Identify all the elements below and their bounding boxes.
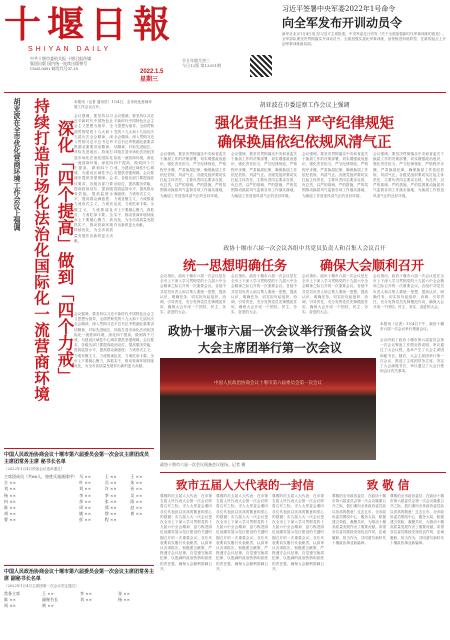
congress-story-body-col2: 会议指出，政协十堰市六届一次会议是在全市上下深入学习贯彻党的十九届六中全会精神之际召开的一次重要会议。各组中共党员负责人和召集人要统一思想，提高认识，明确任务，切实担负起组织、协调、引导责任，充分发挥党员先锋模范作用，确保大会开成一个团结、民主、务实、奋进的大会。 [231, 274, 297, 315]
list-item: 赵 ×× [130, 505, 143, 511]
list-item: 胡 ×× [4, 511, 16, 517]
preparatory-byline: 本报讯（记者）1月4日下午，政协十堰市六届一次会议举行预备会议。 [380, 322, 444, 332]
issue-weekday: 星期三 [140, 77, 159, 83]
middle-story-body-col3: 会议强调，要坚决贯彻落实中央和省委关于换届工作的决策部署，切实增强政治意识，强化责任担当，严守纪律规矩，严格程序步骤，严肃换届纪律，确保换届工作依纪依规、风清气正。各级党组织要切实扛起主体责任，主要负责同志要亲自抓、负总责，以严的基调、严的措施、严的氛围推动换届风气监督各项工作落实落地，为换届工作营造风清气正的良好环境。 [302, 152, 368, 198]
list-item: 姚 ×× [79, 511, 92, 517]
list-item: 周 ×× [4, 603, 16, 609]
qr-code-icon [250, 55, 272, 77]
left-feature-body-col2: 会议强调，要坚持以习近平新时代中国特色社会主义思想为指导，全面贯彻党的十九大和十九届历次全会精神，深入贯彻习近平总书记考察湖北重要讲话精神，对标先进地区，持续打造市场化法治化国际化一流营商环境，深化四个提高，做到四个力戒，为建设区域性中心城市提供坚强保障。会议要求，各级各部门要提高政治站位，提高服务效能，提高监管水平，提高群众满意度；力戒形式主义，力戒官僚主义，力戒推诿扯皮，力戒吃拿卡要。全市上下要凝心聚力，真抓实干，推动营商环境持续优化，为全市高质量发展作出新的更大贡献。 [114, 114, 154, 228]
middle-story-body-col2: 会议强调，要坚决贯彻落实中央和省委关于换届工作的决策部署，切实增强政治意识，强化责任担当，严守纪律规矩，严格程序步骤，严肃换届纪律，确保换届工作依纪依规、风清气正。各级党组织要切实扛起主体责任，主要负责同志要亲自抓、负总责，以严的基调、严的措施、严的氛围推动换届风气监督各项工作落实落地，为换届工作营造风清气正的良好环境。 [231, 152, 297, 198]
middle-story-kicker: 胡亚波在市委巡察工作会议上强调 [259, 102, 350, 109]
list-item: 曹 ×× [4, 517, 16, 523]
list-item: 许 ×× [104, 486, 117, 492]
issue-info [182, 58, 242, 68]
list-item: 冯 ×× [104, 480, 117, 486]
list-item: 孙 ×× [130, 486, 143, 492]
list-item: 副秘书长 [42, 597, 58, 603]
list-item: 黄 ×× [42, 603, 54, 609]
letter-body-col1: 尊敬的市五届人大代表：在市第五届人民代表大会第一次会议即将召开之际，市人大常委会谨向各位代表致以崇高的敬意和衷心的感谢！市五届人大一次会议是在全市上下深入学习贯彻党的十九届六中全会精神、奋力推进绿色低碳发展示范区建设的关键时期召开的一次重要会议。各位代表要切实履行代表职责，认真审议各项报告，积极建言献策，严格遵守会议纪律，自觉遵守换届纪律，以饱满的政治热情和高度的责任感，确保大会顺利圆满召开。 [160, 494, 212, 571]
left-list2-divider [4, 565, 154, 566]
list-item: 郑 ×× [104, 505, 117, 511]
left-feature-headline-1: 持续打造市场化法治化国际化一流营商环境 [32, 98, 51, 402]
top-story-headline: 向全军发布开训动员令 [282, 16, 403, 30]
list-item: 余 ×× [79, 498, 92, 504]
list-item: 张 ×× [104, 498, 117, 504]
masthead-pinyin: SHIYAN DAILY [28, 46, 112, 53]
middle-story-body-col4: 会议强调，要坚决贯彻落实中央和省委关于换届工作的决策部署，切实增强政治意识，强化责任担当，严守纪律规矩，严格程序步骤，严肃换届纪律，确保换届工作依纪依规、风清气正。各级党组织要切实扛起主体责任，主要负责同志要亲自抓、负总责，以严的基调、严的措施、严的氛围推动换届风气监督各项工作落实落地，为换届工作营造风清气正的良好环境。 [373, 152, 444, 198]
list-item: 陈 ×× [4, 505, 16, 511]
list2-title: 中国人民政治协商会议十堰市第六届委员会第一次会议主席团常务主席 副秘书长名单 [4, 569, 155, 582]
left-feature-headline-2: 深化「四个提高」做到「四个力戒」 [55, 120, 74, 384]
congress-story-body-col1: 会议指出，政协十堰市六届一次会议是在全市上下深入学习贯彻党的十九届六中全会精神之际召开的一次重要会议。各组中共党员负责人和召集人要统一思想，提高认识，明确任务，切实担负起组织、协调、引导责任，充分发挥党员先锋模范作用，确保大会开成一个团结、民主、务实、奋进的大会。 [160, 274, 226, 315]
list-item: 王 ×× [130, 474, 143, 479]
header-divider [4, 92, 446, 93]
list-item: 周 ×× [79, 505, 92, 511]
congress-story-body-col4: 会议指出，政协十堰市六届一次会议是在全市上下深入学习贯彻党的十九届六中全会精神之际召开的一次重要会议。各组中共党员负责人和召集人要统一思想，提高认识，明确任务，切实担负起组织、协调、引导责任，充分发挥党员先锋模范作用，确保大会开成一个团结、民主、务实、奋进的大会。 [373, 274, 444, 310]
page-count: 今日12版 第13051期 [182, 63, 222, 68]
list-item: 吴 ×× [130, 492, 143, 498]
list-item: 常务主席 [4, 591, 20, 596]
preparatory-body: 会议听取了政协十堰市第六届委员会第一次会议筹备工作情况的说明，审议通过了大会议程，选举产生了大会主席团和秘书长。随后，大会主席团举行第一次会议，推选了主席团常务主席，决定了大会副秘书长，审议通过了大会日程和会议有关事项。 [380, 338, 444, 374]
middle-story-headline-2: 确保换届依纪依规风清气正 [217, 134, 392, 151]
photo-caption: 政协十堰市六届一次会议预备会议现场。记者 摄 [160, 462, 246, 467]
list-item: 程 ×× [104, 517, 117, 523]
list-item: 何 ×× [4, 498, 16, 504]
bottom-divider [160, 472, 446, 473]
preparatory-headline-2: 大会主席团举行第一次会议 [197, 341, 342, 355]
date-block [140, 68, 163, 84]
list-item: 徐 ×× [104, 511, 117, 517]
letter-body-col2: 尊敬的市五届人大代表：在市第五届人民代表大会第一次会议即将召开之际，市人大常委会谨向各位代表致以崇高的敬意和衷心的感谢！市五届人大一次会议是在全市上下深入学习贯彻党的十九届六中全会精神、奋力推进绿色低碳发展示范区建设的关键时期召开的一次重要会议。各位代表要切实履行代表职责，认真审议各项报告，积极建言献策，严格遵守会议纪律，自觉遵守换届纪律，以饱满的政治热情和高度的责任感，确保大会顺利圆满召开。 [216, 494, 268, 571]
salute-body-col1: 尊敬的全市政协委员：在政协十堰市第六届委员会第一次会议隆重召开之际，我们谨向全体政协委员致以崇高的敬意！过去五年，全市政协委员围绕中心、服务大局，积极建言资政、凝聚共识，为推动十堰高质量发展作出了重要贡献。希望各位委员继续发扬优良作风，忠诚履职、担当作为，共同谱写新时代十堰政协事业新篇章。 [332, 494, 386, 545]
list-item: 王 ×× [104, 474, 117, 479]
list-item: 方 ×× [4, 480, 16, 486]
middle-story-headline-1: 强化责任担当 严守纪律规矩 [214, 115, 395, 132]
list-item: 刘 ×× [4, 486, 16, 492]
list-item: 叶 ×× [79, 480, 92, 486]
list2-table [4, 591, 154, 637]
salute-body-col2: 尊敬的全市政协委员：在政协十堰市第六届委员会第一次会议隆重召开之际，我们谨向全体政协委员致以崇高的敬意！过去五年，全市政协委员围绕中心、服务大局，积极建言资政、凝聚共识，为推动十堰高质量发展作出了重要贡献。希望各位委员继续发扬优良作风，忠诚履职、担当作为，共同谱写新时代十堰政协事业新篇章。 [390, 494, 444, 545]
masthead-title: 十堰日報 [4, 2, 176, 46]
congress-story-kicker: 政协十堰市六届一次会议各组中共党员负责人和召集人会议召开 [223, 246, 386, 252]
letter-headline: 致市五届人大代表的一封信 [176, 478, 314, 492]
lunar-date: 辛丑年腊月初三 [182, 58, 210, 63]
list-item: 主席团成员（共66人，按姓氏笔画排序） [4, 474, 78, 479]
congress-story-headline-2: 确保大会顺利召开 [319, 259, 424, 274]
list-item: 朱 ×× [130, 480, 143, 486]
list-item: 杨 ×× [118, 597, 130, 603]
salute-headline: 致 敬 信 [366, 478, 410, 492]
list-item: 刘 ×× [79, 486, 92, 492]
list1-title: 中国人民政治协商会议十堰市第六届委员会第一次会议主席团成员 主席团常务主席 秘书长名单 [4, 452, 150, 465]
list-item: 王 ×× [42, 591, 54, 596]
left-feature-body-col1: 会议强调，要坚持以习近平新时代中国特色社会主义思想为指导，全面贯彻党的十九大和十九届历次全会精神，深入贯彻习近平总书记考察湖北重要讲话精神，对标先进地区，持续打造市场化法治化国际化一流营商环境，深化四个提高，做到四个力戒，为建设区域性中心城市提供坚强保障。会议要求，各级各部门要提高政治站位，提高服务效能，提高监管水平，提高群众满意度；力戒形式主义，力戒官僚主义，力戒推诿扯皮，力戒吃拿卡要。全市上下要凝心聚力，真抓实干，推动营商环境持续优化，为全市高质量发展作出新的更大贡献。 [74, 114, 113, 243]
list1-table [4, 474, 154, 562]
letter-body-col3: 尊敬的市五届人大代表：在市第五届人民代表大会第一次会议即将召开之际，市人大常委会谨向各位代表致以崇高的敬意和衷心的感谢！市五届人大一次会议是在全市上下深入学习贯彻党的十九届六中全会精神、奋力推进绿色低碳发展示范区建设的关键时期召开的一次重要会议。各位代表要切实履行代表职责，认真审议各项报告，积极建言献策，严格遵守会议纪律，自觉遵守换届纪律，以饱满的政治热情和高度的责任感，确保大会顺利圆满召开。 [272, 494, 324, 571]
list-item: 李 ×× [80, 591, 92, 596]
top-story-body: 新华社北京1月4日电 经习近平主席批准，中央军委近日印发《关于全面加强新时代军事训练的意见》。全军部队要坚决贯彻落实开训动员令，全面加强实战化军事训练，加快推进训练转型，在新的起点上开创军事训练新局面。 [282, 32, 446, 47]
congress-story-body-col3: 会议指出，政协十堰市六届一次会议是在全市上下深入学习贯彻党的十九届六中全会精神之际召开的一次重要会议。各组中共党员负责人和召集人要统一思想，提高认识，明确任务，切实担负起组织、协调、引导责任，充分发挥党员先锋模范作用，确保大会开成一个团结、民主、务实、奋进的大会。 [302, 274, 368, 315]
conference-photo [160, 358, 376, 460]
preparatory-headline-1: 政协十堰市六届一次会议举行预备会议 [167, 324, 372, 338]
congress-story-headline-1: 统一思想明确任务 [182, 259, 287, 274]
issue-date: 2022.1.5 [140, 69, 164, 75]
list-item: 刘 ×× [80, 597, 92, 603]
list1-note: （2022年1月4日预备会议选举通过） [4, 467, 65, 471]
list-item: 李 ×× [79, 492, 92, 498]
list-item: 黄 ×× [130, 511, 143, 517]
list2-note: （2022年1月4日主席团第一次会议决定通过） [4, 584, 79, 588]
left-feature-kicker: 胡亚波在全市优化营商环境工作会议上强调 [13, 98, 22, 231]
list-item: 陈 ×× [130, 498, 143, 504]
list-item: 彭 ×× [79, 517, 92, 523]
list-item: 陈 ×× [4, 597, 16, 603]
left-list-divider [4, 448, 154, 449]
list-item: 马 ×× [79, 474, 92, 479]
list-item: 李 ×× [104, 492, 117, 498]
masthead-info: 中共十堰市委机关报 十堰日报传媒集团出版 国内统一连续出版物号 CN42-0091 邮发代号37-19 [30, 56, 92, 71]
list-item: 杨 ×× [4, 492, 16, 498]
top-story-kicker: 习近平签署中央军委2022年1号命令 [282, 5, 396, 13]
list-item: 张 ×× [118, 591, 130, 596]
middle-story-body-col1: 会议强调，要坚决贯彻落实中央和省委关于换届工作的决策部署，切实增强政治意识，强化责任担当，严守纪律规矩，严格程序步骤，严肃换届纪律，确保换届工作依纪依规、风清气正。各级党组织要切实扛起主体责任，主要负责同志要亲自抓、负总责，以严的基调、严的措施、严的氛围推动换届风气监督各项工作落实落地，为换届工作营造风清气正的良好环境。 [160, 152, 226, 198]
conference-banner-text: 中国人民政治协商会议十堰市第六届委员会第一次会议 [214, 381, 322, 386]
left-feature-body-col3: 会议强调，要坚持以习近平新时代中国特色社会主义思想为指导，全面贯彻党的十九大和十九届历次全会精神，深入贯彻习近平总书记考察湖北重要讲话精神，对标先进地区，持续打造市场化法治化国际化一流营商环境，深化四个提高，做到四个力戒，为建设区域性中心城市提供坚强保障。会议要求，各级各部门要提高政治站位，提高服务效能，提高监管水平，提高群众满意度；力戒形式主义，力戒官僚主义，力戒推诿扯皮，力戒吃拿卡要。全市上下要凝心聚力，真抓实干，推动营商环境持续优化，为全市高质量发展作出新的更大贡献。 [74, 312, 154, 369]
left-feature-byline: 本报讯（记者 通讯员）1月4日，全市优化营商环境工作会议召开。 [74, 100, 152, 110]
